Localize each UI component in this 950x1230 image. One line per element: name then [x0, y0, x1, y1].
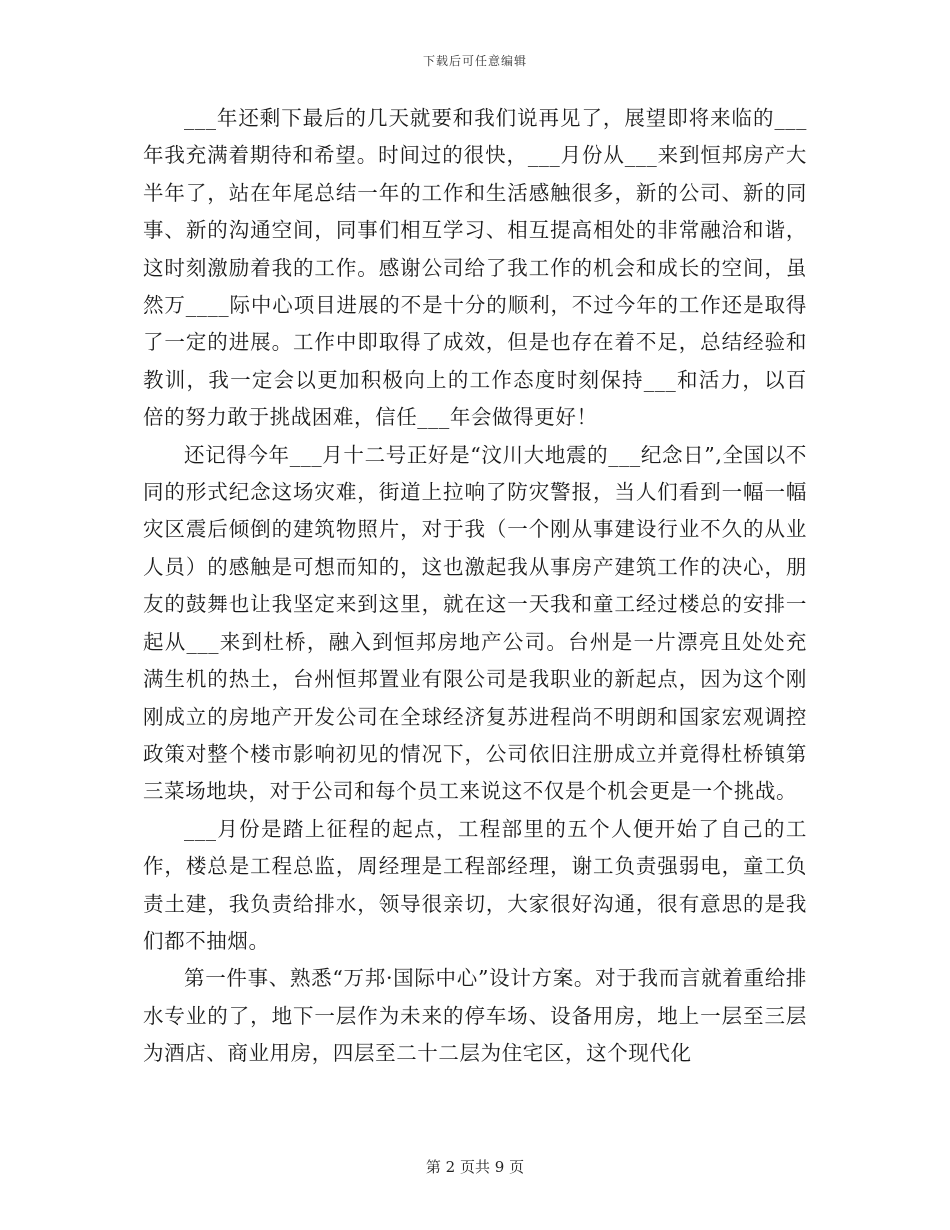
page-number-footer: 第 2 页共 9 页	[425, 1158, 525, 1176]
paragraph-1: ___年还剩下最后的几天就要和我们说再见了，展望即将来临的___年我充满着期待和希望。时间过的很快，___月份从___来到恒邦房产大半年了，站在年尾总结一年的工作和生活感触很多，新的公司、新的同事、新的沟通空间，同事们相互学习、相互提高相处的非常融洽和谐，这时刻激励着我的工作。感谢公司给了我工作的机会和成长的空间，虽然万____际中心项目进展的不是十分的顺利，不过今年的工作还是取得了一定的进展。工作中即取得了成效，但是也存在着不足，总结经验和教训，我一定会以更加积极向上的工作态度时刻保持___和活力，以百倍的努力敢于挑战困难，信任___年会做得更好！	[143, 106, 807, 430]
paragraph-2: 还记得今年___月十二号正好是“汶川大地震的___纪念日”,全国以不同的形式纪念这场灾难，街道上拉响了防灾警报，当人们看到一幅一幅灾区震后倾倒的建筑物照片，对于我（一个刚从事建设行业不久的从业人员）的感触是可想而知的，这也激起我从事房产建筑工作的决心，朋友的鼓舞也让我坚定来到这里，就在这一天我和童工经过楼总的安排一起从___来到杜桥，融入到恒邦房地产公司。台州是一片漂亮且处处充满生机的热土，台州恒邦置业有限公司是我职业的新起点，因为这个刚刚成立的房地产开发公司在全球经济复苏进程尚不明朗和国家宏观调控政策对整个楼市影响初见的情况下，公司依旧注册成立并竟得杜桥镇第三菜场地块，对于公司和每个员工来说这不仅是个机会更是一个挑战。	[143, 442, 807, 804]
paragraph-3: ___月份是踏上征程的起点，工程部里的五个人便开始了自己的工作，楼总是工程总监，周经理是工程部经理，谢工负责强弱电，童工负责土建，我负责给排水，领导很亲切，大家很好沟通，很有意思的是我们都不抽烟。	[143, 816, 807, 953]
page-header: 下载后可任意编辑	[422, 54, 527, 68]
document-body	[143, 100, 807, 1073]
paragraph-4: 第一件事、熟悉“万邦·国际中心”设计方案。对于我而言就着重给排水专业的了，地下一层作为未来的停车场、设备用房，地上一层至三层为酒店、商业用房，四层至二十二层为住宅区，这个现代化	[143, 966, 807, 1066]
